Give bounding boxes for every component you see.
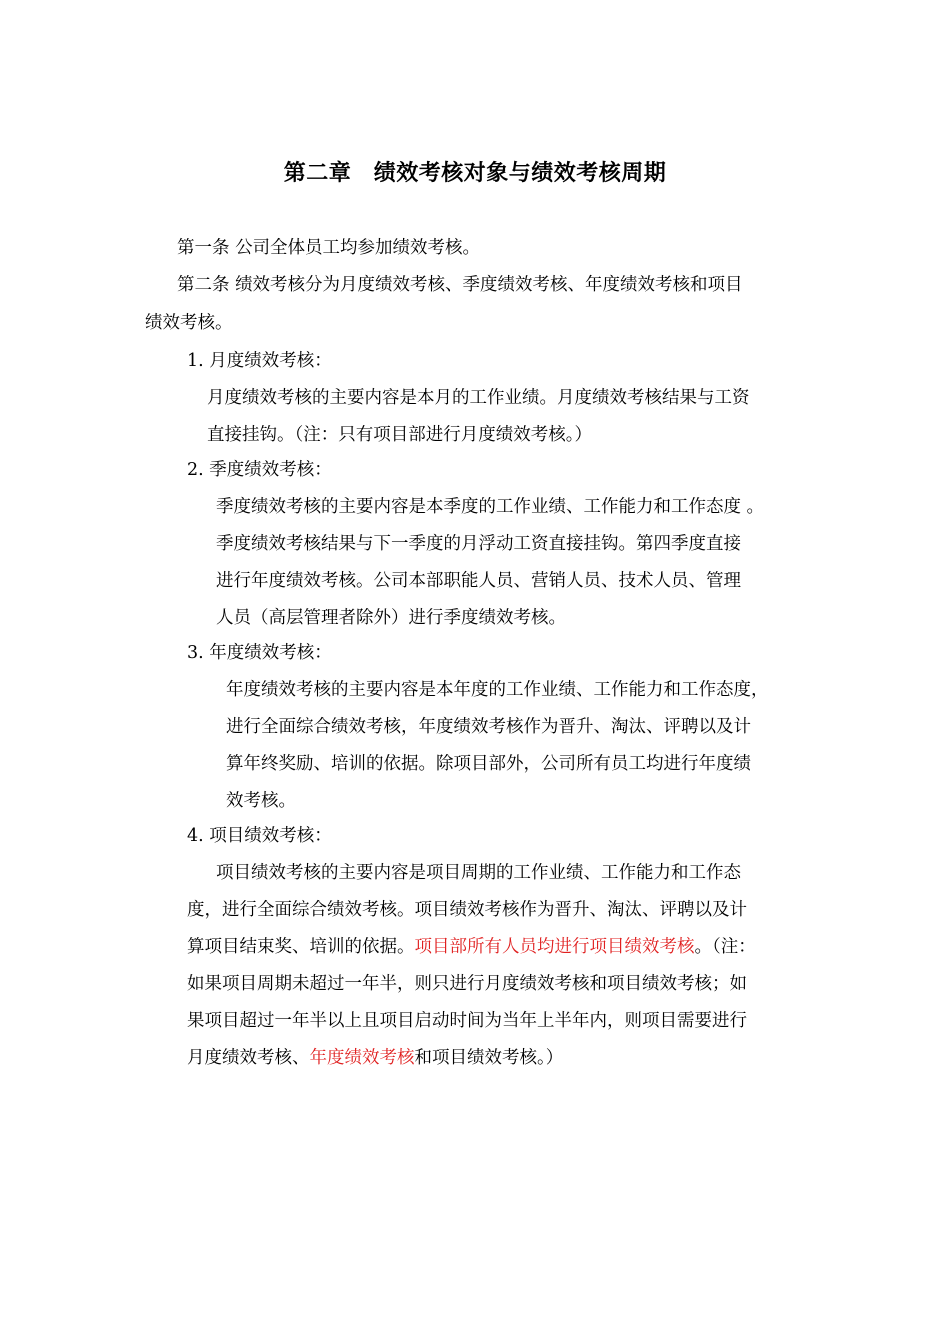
item-4-line-6 <box>187 1045 563 1071</box>
item-4-line-6-highlight: 年度绩效考核 <box>309 1048 415 1068</box>
item-4-line-5: 果项目超过一年半以上且项目启动时间为当年上半年内，则项目需要进行 <box>187 1011 747 1031</box>
item-2-line-1: 季度绩效考核的主要内容是本季度的工作业绩、工作能力和工作态度 。 <box>216 497 765 517</box>
item-4-line-6-suffix: 和项目绩效考核。） <box>414 1048 564 1068</box>
item-2-line-2: 季度绩效考核结果与下一季度的月浮动工资直接挂钩。第四季度直接 <box>216 534 741 554</box>
item-4-line-3-suffix: 。（注： <box>694 937 756 957</box>
item-2-line-3: 进行年度绩效考核。公司本部职能人员、营销人员、技术人员、管理 <box>216 571 741 591</box>
item-3-heading: 3. 年度绩效考核： <box>187 643 332 663</box>
item-3-line-4: 效考核。 <box>226 791 296 811</box>
chapter-title: 第二章 绩效考核对象与绩效考核周期 <box>283 160 667 186</box>
item-4-line-2: 度，进行全面综合绩效考核。项目绩效考核作为晋升、淘汰、评聘以及计 <box>187 900 747 920</box>
article-2-line-2: 绩效考核。 <box>145 313 233 333</box>
item-4-line-6-prefix: 月度绩效考核、 <box>187 1048 310 1068</box>
item-3-line-1: 年度绩效考核的主要内容是本年度的工作业绩、工作能力和工作态度， <box>226 680 769 700</box>
item-3-line-3: 算年终奖励、培训的依据。除项目部外，公司所有员工均进行年度绩 <box>226 754 751 774</box>
item-4-line-3 <box>187 934 756 960</box>
article-1-line: 第一条 公司全体员工均参加绩效考核。 <box>177 238 481 258</box>
item-4-line-4: 如果项目周期未超过一年半，则只进行月度绩效考核和项目绩效考核；如 <box>187 974 747 994</box>
item-4-heading: 4. 项目绩效考核： <box>187 826 332 846</box>
item-4-line-1: 项目绩效考核的主要内容是项目周期的工作业绩、工作能力和工作态 <box>216 863 741 883</box>
item-1-heading: 1. 月度绩效考核： <box>187 351 332 371</box>
item-1-line-2: 直接挂钩。（注：只有项目部进行月度绩效考核。） <box>207 425 592 445</box>
item-4-line-3-highlight: 项目部所有人员均进行项目绩效考核 <box>414 937 695 957</box>
item-2-line-4: 人员（高层管理者除外）进行季度绩效考核。 <box>216 608 566 628</box>
item-4-line-3-prefix: 算项目结束奖、培训的依据。 <box>187 937 415 957</box>
item-1-line-1: 月度绩效考核的主要内容是本月的工作业绩。月度绩效考核结果与工资 <box>207 388 750 408</box>
item-2-heading: 2. 季度绩效考核： <box>187 460 332 480</box>
item-3-line-2: 进行全面综合绩效考核，年度绩效考核作为晋升、淘汰、评聘以及计 <box>226 717 751 737</box>
article-2-line-1: 第二条 绩效考核分为月度绩效考核、季度绩效考核、年度绩效考核和项目 <box>177 275 743 295</box>
